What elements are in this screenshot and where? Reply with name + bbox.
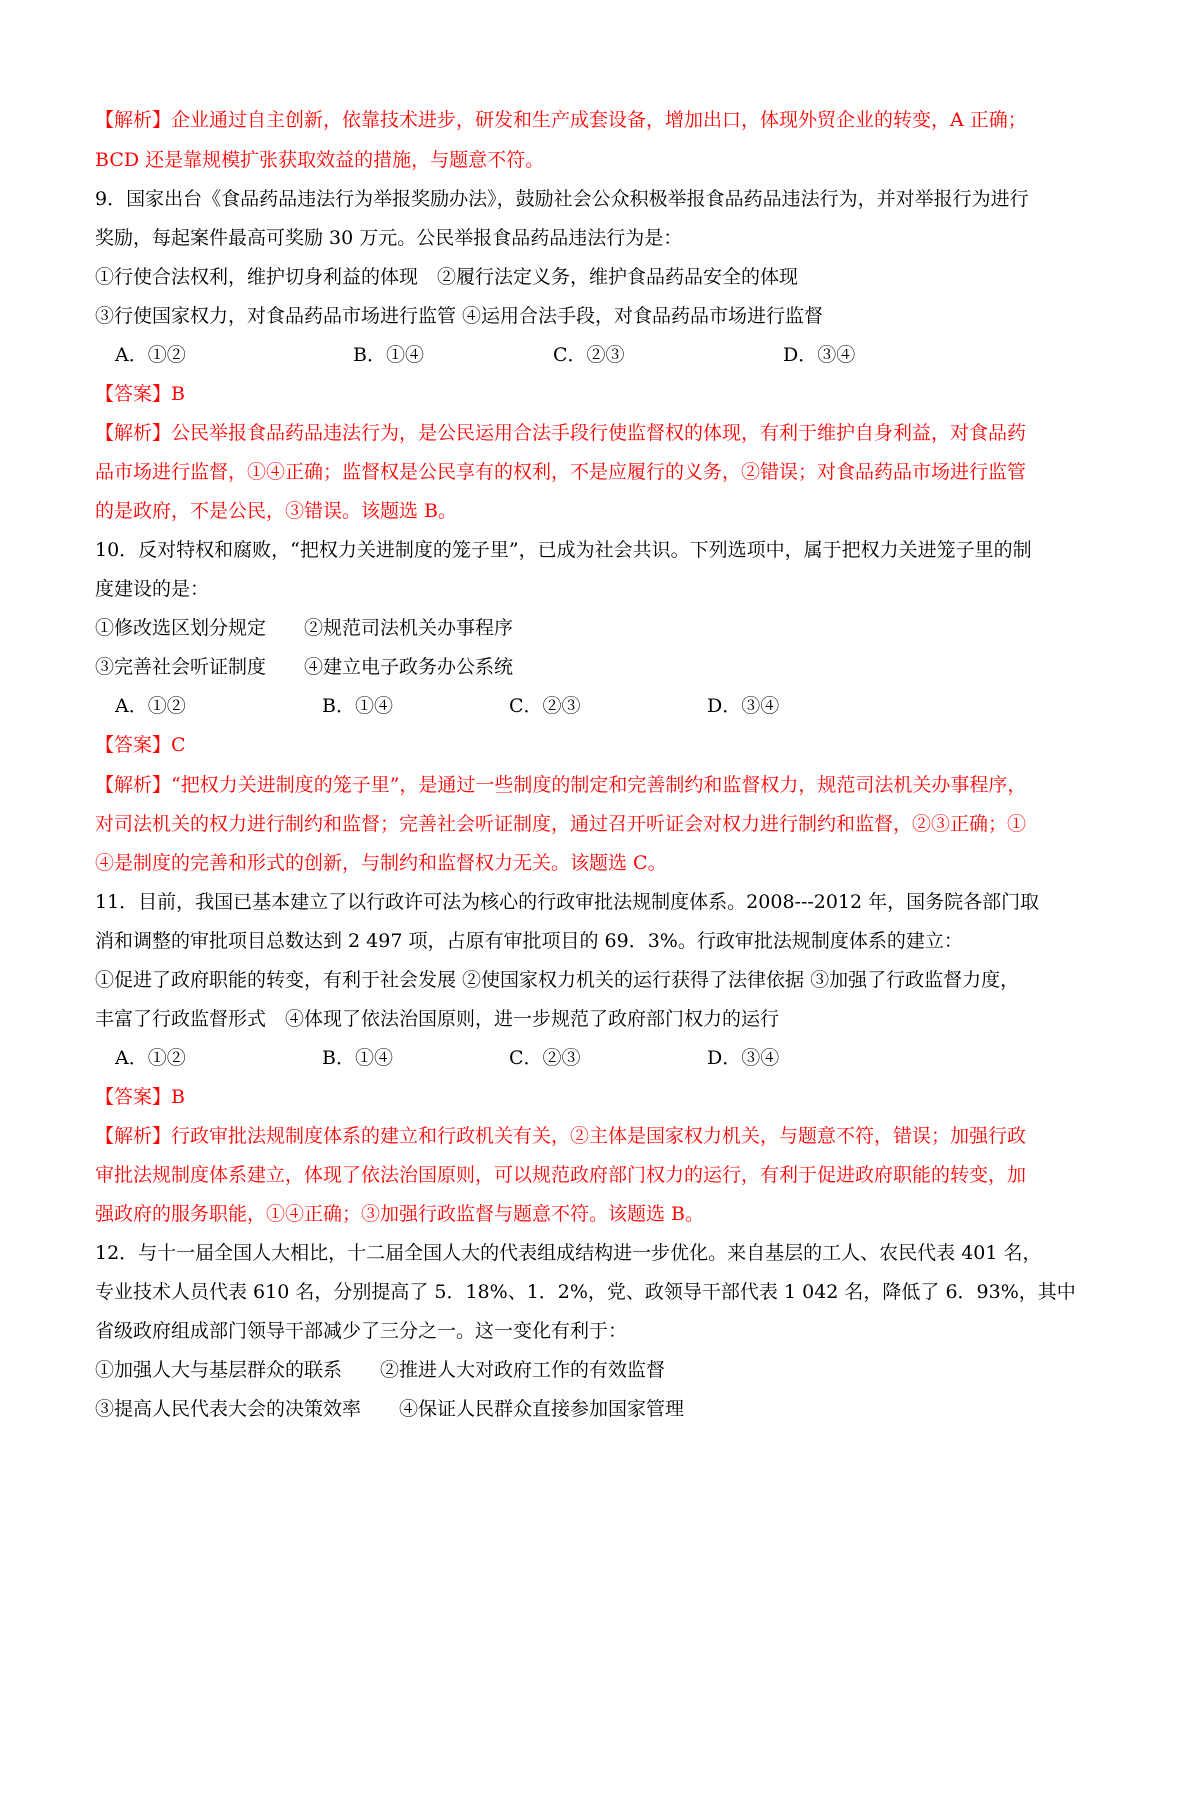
q10-option-b[interactable]: B．①④ (322, 695, 393, 717)
q12-statement-line-1: ①加强人大与基层群众的联系 ②推进人大对政府工作的有效监督 (95, 1359, 666, 1381)
q11-stem-line-2: 消和调整的审批项目总数达到 2 497 项，占原有审批项目的 69．3%。行政审批法规制度体系的建立： (95, 930, 963, 952)
q12-statement-line-2: ③提高人民代表大会的决策效率 ④保证人民群众直接参加国家管理 (95, 1398, 685, 1420)
q10-stem-line-1: 10．反对特权和腐败，“把权力关进制度的笼子里”，已成为社会共识。下列选项中，属于把权力关进笼子里的制 (95, 539, 1032, 561)
q12-stem-line-1: 12．与十一届全国人大相比，十二届全国人大的代表组成结构进一步优化。来自基层的工人、农民代表 401 名， (95, 1242, 1042, 1264)
q11-answer: 【答案】B (95, 1086, 185, 1108)
q11-stem-line-1: 11．目前，我国已基本建立了以行政许可法为核心的行政审批法规制度体系。2008---2012 年，国务院各部门取 (95, 891, 1040, 913)
q10-option-a[interactable]: A．①② (115, 695, 186, 717)
q12-stem-line-2: 专业技术人员代表 610 名，分别提高了 5．18%、1．2%，党、政领导干部代表 1 042 名，降低了 6．93%，其中 (95, 1281, 1076, 1303)
q11-analysis-line-2: 审批法规制度体系建立，体现了依法治国原则，可以规范政府部门权力的运行，有利于促进政府职能的转变，加 (95, 1164, 1027, 1186)
q8-analysis-line-1: 【解析】企业通过自主创新，依靠技术进步，研发和生产成套设备，增加出口，体现外贸企业的转变，A 正确； (95, 109, 1027, 131)
q9-analysis-line-2: 品市场进行监督，①④正确；监督权是公民享有的权利，不是应履行的义务，②错误；对食品药品市场进行监管 (95, 461, 1027, 483)
q9-stem-line-1: 9．国家出台《食品药品违法行为举报奖励办法》，鼓励社会公众积极举报食品药品违法行为，并对举报行为进行 (95, 188, 1029, 210)
q9-statement-line-2: ③行使国家权力，对食品药品市场进行监管 ④运用合法手段，对食品药品市场进行监督 (95, 305, 824, 327)
q11-analysis-line-1: 【解析】行政审批法规制度体系的建立和行政机关有关，②主体是国家权力机关，与题意不符，错误；加强行政 (95, 1125, 1027, 1147)
q11-options (95, 1046, 1115, 1070)
q9-analysis-line-1: 【解析】公民举报食品药品违法行为，是公民运用合法手段行使监督权的体现，有利于维护自身利益，对食品药 (95, 422, 1027, 444)
q10-analysis-line-1: 【解析】“把权力关进制度的笼子里”，是通过一些制度的制定和完善制约和监督权力，规范司法机关办事程序， (95, 774, 1027, 796)
q9-option-b[interactable]: B．①④ (353, 344, 424, 366)
q9-statement-line-1: ①行使合法权利，维护切身利益的体现 ②履行法定义务，维护食品药品安全的体现 (95, 266, 799, 288)
q10-options (95, 694, 1115, 718)
q11-statement-line-2: 丰富了行政监督形式 ④体现了依法治国原则，进一步规范了政府部门权力的运行 (95, 1008, 780, 1030)
q10-stem-line-2: 度建设的是： (95, 578, 210, 600)
q10-analysis-line-3: ④是制度的完善和形式的创新，与制约和监督权力无关。该题选 C。 (95, 852, 667, 874)
q9-stem-line-2: 奖励，每起案件最高可奖励 30 万元。公民举报食品药品违法行为是： (95, 227, 683, 249)
q11-analysis-line-3: 强政府的服务职能，①④正确；③加强行政监督与题意不符。该题选 B。 (95, 1203, 705, 1225)
q11-option-b[interactable]: B．①④ (322, 1047, 393, 1069)
q11-option-d[interactable]: D．③④ (707, 1047, 780, 1069)
q9-option-d[interactable]: D．③④ (783, 344, 856, 366)
q8-analysis-line-2: BCD 还是靠规模扩张获取效益的措施，与题意不符。 (95, 149, 545, 171)
q11-option-a[interactable]: A．①② (115, 1047, 186, 1069)
q9-analysis-line-3: 的是政府，不是公民，③错误。该题选 B。 (95, 500, 458, 522)
q10-option-c[interactable]: C．②③ (509, 695, 581, 717)
q10-analysis-line-2: 对司法机关的权力进行制约和监督；完善社会听证制度，通过召开听证会对权力进行制约和监督，②③正确；① (95, 813, 1027, 835)
q9-option-c[interactable]: C．②③ (553, 344, 625, 366)
q10-statement-line-1: ①修改选区划分规定 ②规范司法机关办事程序 (95, 617, 514, 639)
q10-answer: 【答案】C (95, 734, 186, 756)
q11-statement-line-1: ①促进了政府职能的转变，有利于社会发展 ②使国家权力机关的运行获得了法律依据 ③加强了行政监督力度， (95, 969, 1020, 991)
q9-option-a[interactable]: A．①② (115, 344, 186, 366)
q10-statement-line-2: ③完善社会听证制度 ④建立电子政务办公系统 (95, 656, 514, 678)
q9-answer: 【答案】B (95, 383, 185, 405)
q10-option-d[interactable]: D．③④ (707, 695, 780, 717)
q12-stem-line-3: 省级政府组成部门领导干部减少了三分之一。这一变化有利于： (95, 1320, 628, 1342)
q9-options (95, 343, 1115, 367)
q11-option-c[interactable]: C．②③ (509, 1047, 581, 1069)
